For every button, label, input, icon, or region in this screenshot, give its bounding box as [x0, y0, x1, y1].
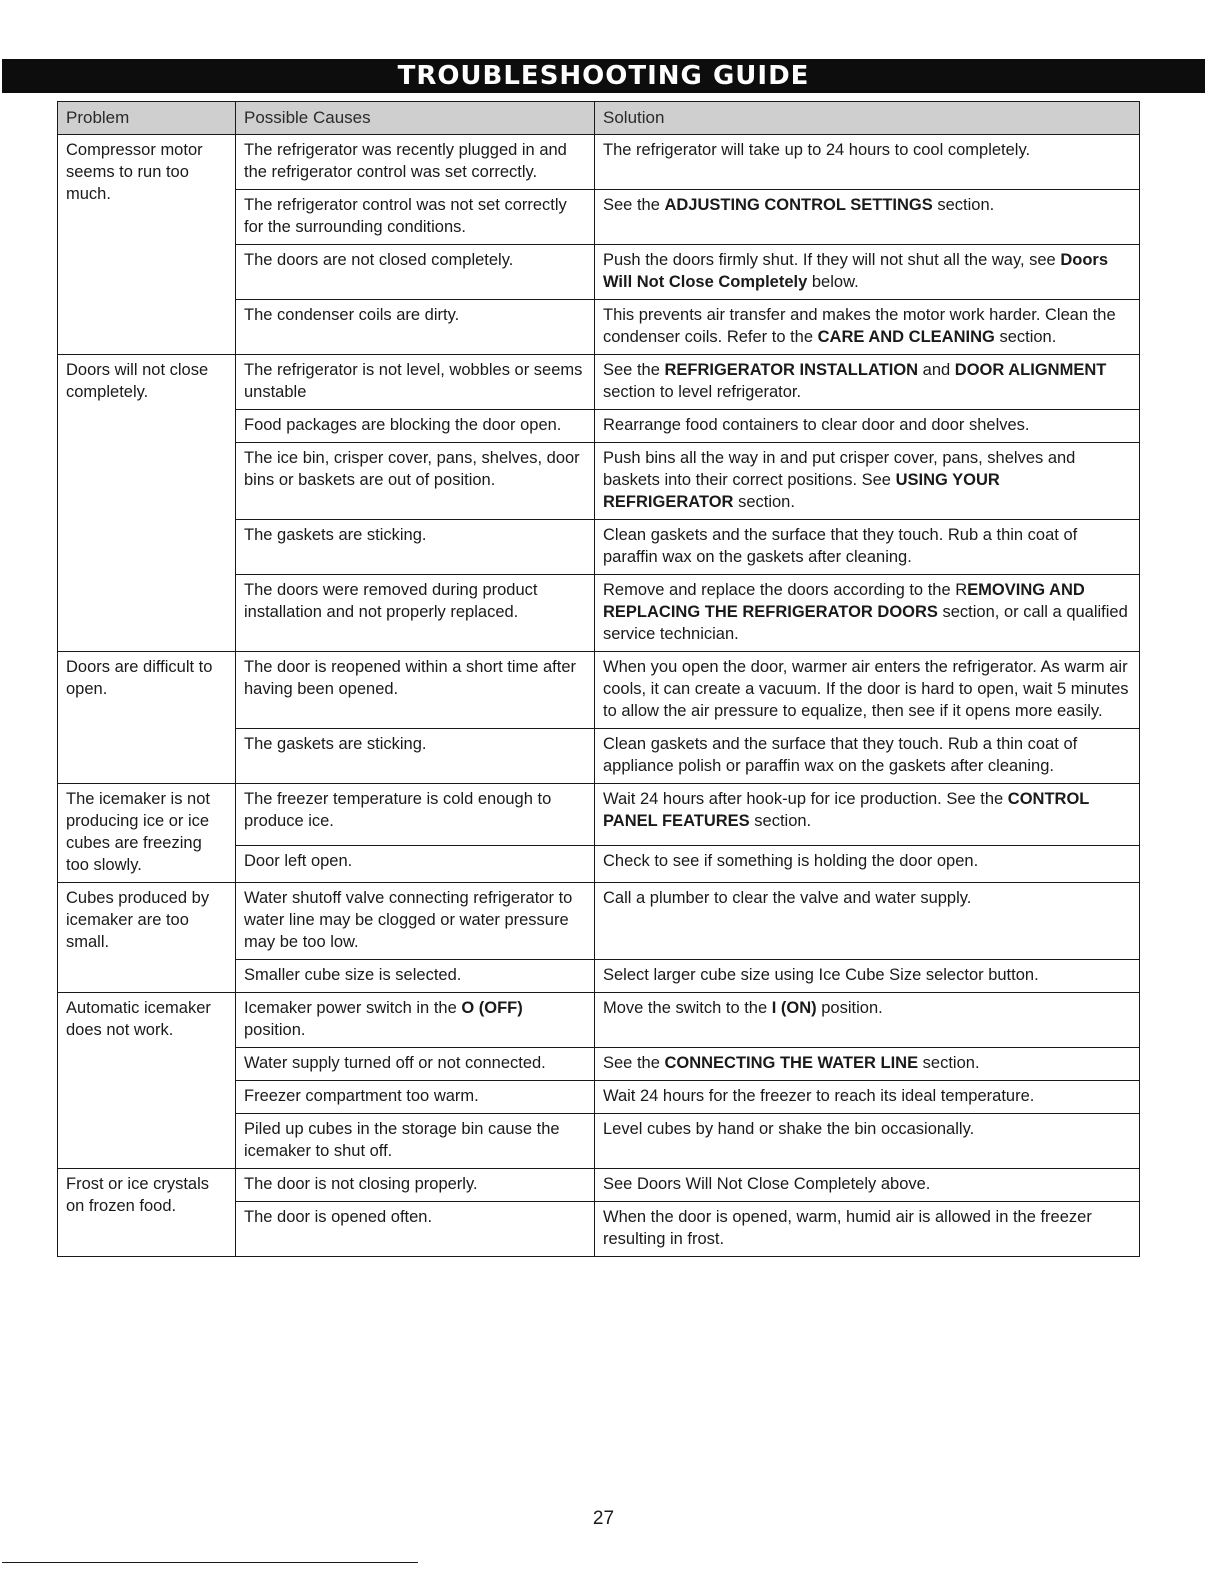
solution-cell: Clean gaskets and the surface that they touch. Rub a thin coat of appliance polish or paraffin wax on the gaskets after cleaning. [595, 729, 1140, 784]
cause-cell: The door is not closing properly. [236, 1169, 595, 1202]
header-solution: Solution [595, 102, 1140, 135]
cause-cell: Icemaker power switch in the O (OFF) position. [236, 993, 595, 1048]
problem-cell: Compressor motor seems to run too much. [58, 135, 236, 355]
bold-reference: O (OFF) [461, 999, 523, 1017]
cause-cell: The ice bin, crisper cover, pans, shelves, door bins or baskets are out of position. [236, 443, 595, 520]
solution-cell: When you open the door, warmer air enters the refrigerator. As warm air cools, it can create a vacuum. If the door is hard to open, wait 5 minutes to allow the air pressure to equalize, then see if it opens more easily. [595, 652, 1140, 729]
solution-cell: See the ADJUSTING CONTROL SETTINGS section. [595, 190, 1140, 245]
cause-cell: The freezer temperature is cold enough to produce ice. [236, 784, 595, 846]
page-banner [2, 59, 1205, 93]
cause-cell: The door is reopened within a short time after having been opened. [236, 652, 595, 729]
solution-cell: See the REFRIGERATOR INSTALLATION and DOOR ALIGNMENT section to level refrigerator. [595, 355, 1140, 410]
page-number: 27 [592, 1508, 615, 1529]
cause-cell: Freezer compartment too warm. [236, 1081, 595, 1114]
solution-cell: The refrigerator will take up to 24 hours to cool completely. [595, 135, 1140, 190]
cause-cell: The doors were removed during product installation and not properly replaced. [236, 575, 595, 652]
solution-cell: Wait 24 hours after hook-up for ice production. See the CONTROL PANEL FEATURES section. [595, 784, 1140, 846]
bold-reference: Doors Will Not Close Completely [603, 251, 1108, 291]
solution-cell: Call a plumber to clear the valve and water supply. [595, 883, 1140, 960]
solution-cell: Push the doors firmly shut. If they will not shut all the way, see Doors Will Not Close Completely below. [595, 245, 1140, 300]
cause-cell: Food packages are blocking the door open. [236, 410, 595, 443]
problem-cell: Doors will not close completely. [58, 355, 236, 652]
cause-cell: The gaskets are sticking. [236, 729, 595, 784]
cause-cell: The gaskets are sticking. [236, 520, 595, 575]
banner-title: TROUBLESHOOTING GUIDE [397, 61, 810, 91]
bold-reference: ADJUSTING CONTROL SETTINGS [664, 196, 933, 214]
cause-cell: The refrigerator control was not set correctly for the surrounding conditions. [236, 190, 595, 245]
solution-cell: Move the switch to the I (ON) position. [595, 993, 1140, 1048]
cause-cell: Smaller cube size is selected. [236, 960, 595, 993]
bold-reference: CONTROL PANEL FEATURES [603, 790, 1090, 830]
bold-reference: USING YOUR REFRIGERATOR [603, 471, 1000, 511]
troubleshooting-table [57, 101, 1140, 1257]
table-row [58, 1169, 1140, 1202]
solution-cell: When the door is opened, warm, humid air is allowed in the freezer resulting in frost. [595, 1202, 1140, 1257]
cause-cell: Water shutoff valve connecting refrigerator to water line may be clogged or water pressure may be too low. [236, 883, 595, 960]
table-row [58, 883, 1140, 960]
bold-reference: EMOVING AND REPLACING THE REFRIGERATOR DOORS [603, 581, 1085, 621]
cause-cell: Piled up cubes in the storage bin cause the icemaker to shut off. [236, 1114, 595, 1169]
solution-cell: Select larger cube size using Ice Cube Size selector button. [595, 960, 1140, 993]
table-row [58, 355, 1140, 410]
cause-cell: The door is opened often. [236, 1202, 595, 1257]
table-row [58, 993, 1140, 1048]
solution-cell: Push bins all the way in and put crisper cover, pans, shelves and baskets into their correct positions. See USING YOUR REFRIGERATOR section. [595, 443, 1140, 520]
bold-reference: CARE AND CLEANING [817, 328, 995, 346]
cause-cell: Water supply turned off or not connected. [236, 1048, 595, 1081]
solution-cell: This prevents air transfer and makes the motor work harder. Clean the condenser coils. Refer to the CARE AND CLEANING section. [595, 300, 1140, 355]
solution-cell: See the CONNECTING THE WATER LINE section. [595, 1048, 1140, 1081]
problem-cell: The icemaker is not producing ice or ice cubes are freezing too slowly. [58, 784, 236, 883]
solution-cell: Remove and replace the doors according to the REMOVING AND REPLACING THE REFRIGERATOR DOORS section, or call a qualified service technician. [595, 575, 1140, 652]
cause-cell: Door left open. [236, 845, 595, 882]
header-row [58, 102, 1140, 135]
problem-cell: Automatic icemaker does not work. [58, 993, 236, 1169]
problem-cell: Doors are difficult to open. [58, 652, 236, 784]
bold-reference: CONNECTING THE WATER LINE [664, 1054, 919, 1072]
cause-cell: The refrigerator was recently plugged in and the refrigerator control was set correctly. [236, 135, 595, 190]
header-problem: Problem [58, 102, 236, 135]
problem-cell: Cubes produced by icemaker are too small. [58, 883, 236, 993]
footer-rule [2, 1562, 418, 1563]
solution-cell: Level cubes by hand or shake the bin occasionally. [595, 1114, 1140, 1169]
problem-cell: Frost or ice crystals on frozen food. [58, 1169, 236, 1257]
bold-reference: I (ON) [771, 999, 817, 1017]
table-row [58, 784, 1140, 846]
solution-cell: Check to see if something is holding the door open. [595, 845, 1140, 882]
solution-cell: Rearrange food containers to clear door and door shelves. [595, 410, 1140, 443]
bold-reference: DOOR ALIGNMENT [954, 361, 1107, 379]
header-causes: Possible Causes [236, 102, 595, 135]
solution-cell: Wait 24 hours for the freezer to reach its ideal temperature. [595, 1081, 1140, 1114]
solution-cell: See Doors Will Not Close Completely above. [595, 1169, 1140, 1202]
cause-cell: The condenser coils are dirty. [236, 300, 595, 355]
solution-cell: Clean gaskets and the surface that they touch. Rub a thin coat of paraffin wax on the gaskets after cleaning. [595, 520, 1140, 575]
cause-cell: The doors are not closed completely. [236, 245, 595, 300]
table-row [58, 135, 1140, 190]
table-row [58, 652, 1140, 729]
cause-cell: The refrigerator is not level, wobbles or seems unstable [236, 355, 595, 410]
bold-reference: REFRIGERATOR INSTALLATION [664, 361, 919, 379]
